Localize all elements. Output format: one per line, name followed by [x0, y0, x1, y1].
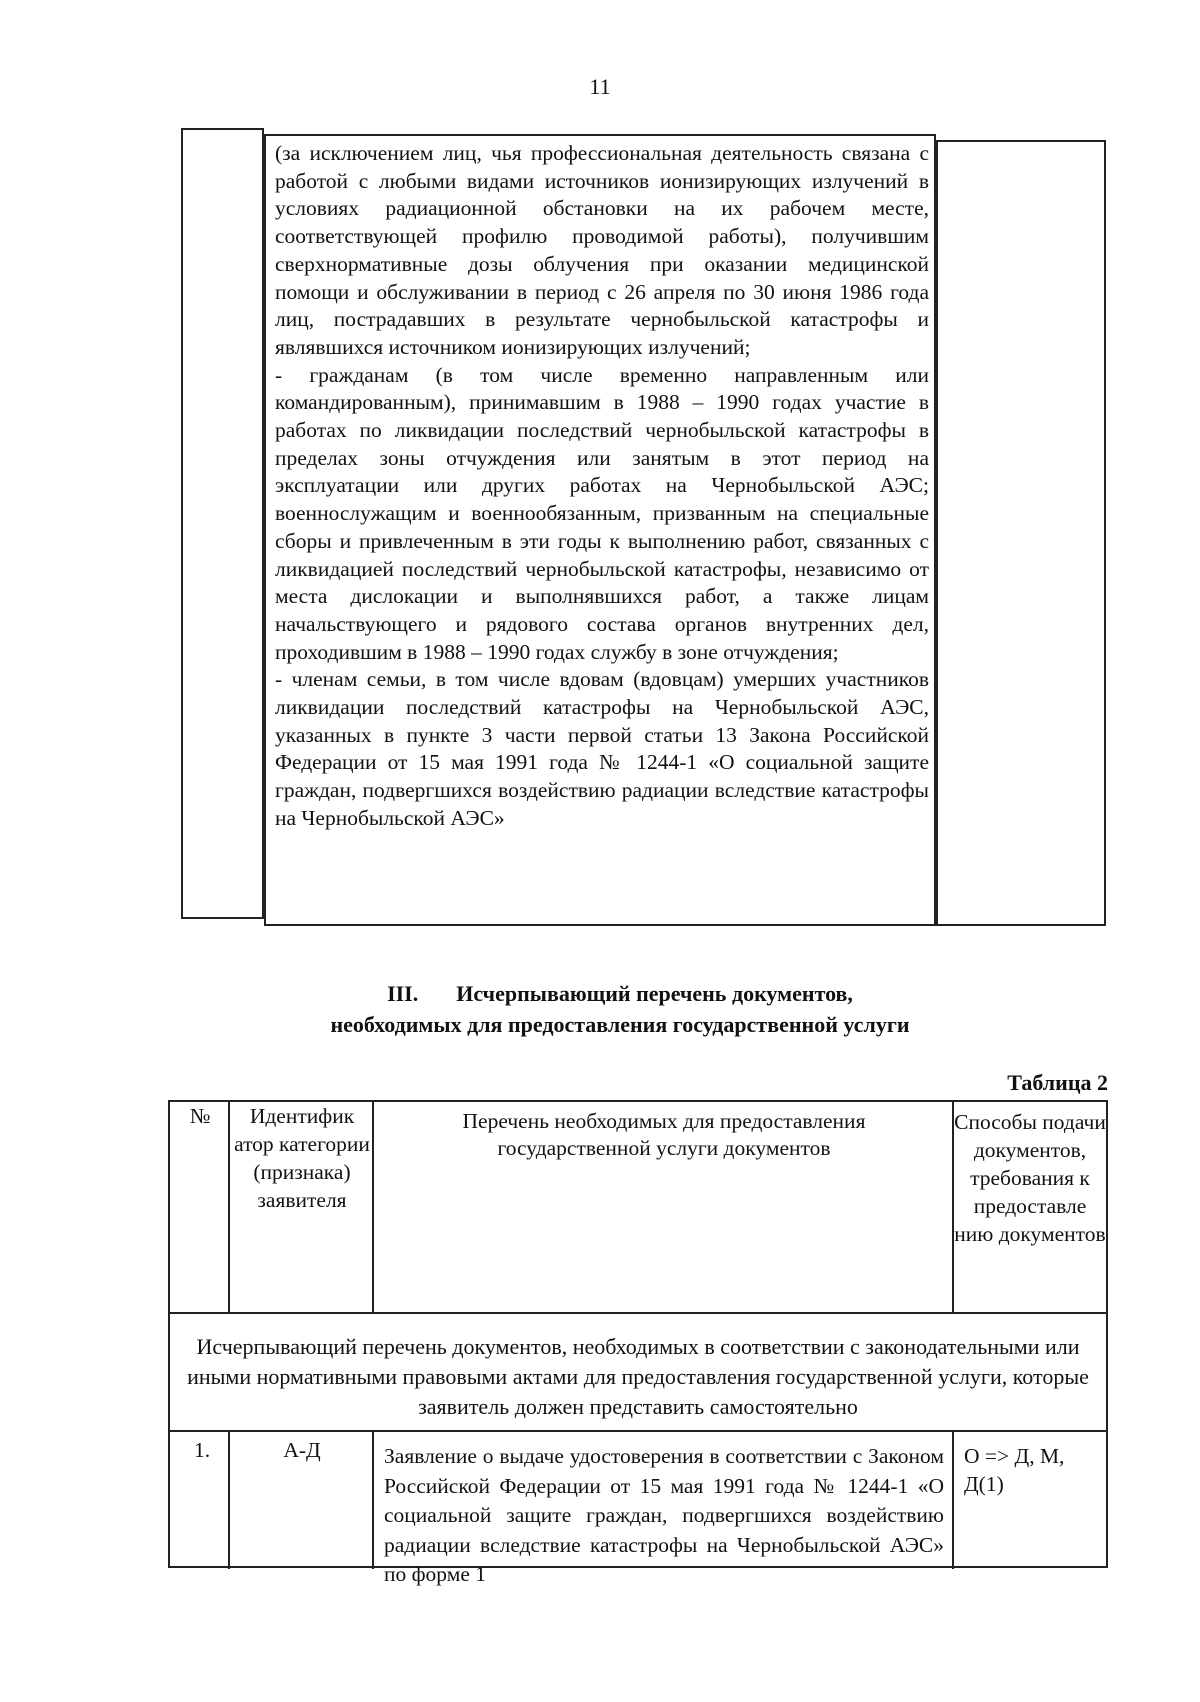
row-document: Заявление о выдаче удостоверения в соответствии с Законом Российской Федерации от 15 мая 1991 года № 1244-1 «О социальной защите граждан, подвергшихся воздействию радиации вследствие катастрофы на Чернобыльской АЭС» по форме 1 — [384, 1444, 944, 1587]
section-heading — [240, 978, 1000, 1040]
section-title-line1: Исчерпывающий перечень документов, — [456, 981, 853, 1006]
section-number: III. — [387, 981, 419, 1006]
table1-text-cell — [264, 134, 936, 926]
table1-paragraph: - гражданам (в том числе временно направленным или командированным), принимавшим в 1988 – 1990 годах участие в работах по ликвидации последствий чернобыльской катастрофы в пределах зоны отчуждения или занятым в этот период на эксплуатации или других работах на Чернобыльской АЭС; военнослужащим и военнообязанным, призванным на специальные сборы и привлеченным в эти годы к выполнению работ, связанных с ликвидацией последствий чернобыльской катастрофы, независимо от места дислокации и выполнявшихся работ, а также лицам начальствующего и рядового состава органов внутренних дел, проходившим в 1988 – 1990 годах службу в зоне отчуждения; — [275, 362, 929, 664]
table1-paragraph: - членам семьи, в том числе вдовам (вдовцам) умерших участников ликвидации последствий катастрофы на Чернобыльской АЭС, указанных в пункте 3 части первой статьи 13 Закона Российской Федерации от 15 мая 1991 года № 1244-1 «О социальной защите граждан, подвергшихся воздействию радиации вследствие катастрофы на Чернобыльской АЭС» — [275, 667, 929, 830]
row-ways: О => Д, М, Д(1) — [964, 1444, 1065, 1496]
header-number: № — [189, 1104, 211, 1128]
header-documents: Перечень необходимых для предоставления государственной услуги документов — [462, 1109, 866, 1160]
table1-text — [275, 140, 929, 833]
grid-line — [170, 1430, 1106, 1432]
page-number: 11 — [589, 74, 611, 99]
section-heading-line1 — [240, 978, 1000, 1009]
documents-table — [168, 1100, 1108, 1587]
section-title-line2: необходимых для предоставления государственной услуги — [330, 1012, 910, 1037]
table-caption: Таблица 2 — [1007, 1070, 1108, 1095]
header-ways: Способы подачи документов, требования к предоставле нию документов — [954, 1110, 1106, 1246]
table1-paragraph: (за исключением лиц, чья профессиональная деятельность связана с работой с любыми видами источников ионизирующих излучений в условиях радиационной обстановки на их рабочем месте, соответствующей профилю проводимой работы), получившим сверхнормативные дозы облучения при оказании медицинской помощи и обслуживании в период с 26 апреля по 30 июня 1986 года лиц, пострадавших в результате чернобыльской катастрофы и являвшихся источником ионизирующих излучений; — [275, 141, 929, 359]
row-identifier: А-Д — [283, 1438, 321, 1462]
table1-number-cell — [181, 128, 264, 919]
grid-line — [170, 1312, 1106, 1314]
header-identifier: Идентифик атор категории (признака) заявителя — [234, 1104, 370, 1212]
row-number: 1. — [194, 1438, 211, 1462]
table1-ways-cell — [936, 140, 1106, 926]
group-title-row: Исчерпывающий перечень документов, необходимых в соответствии с законодательными или иными нормативными правовыми актами для предоставления государственной услуги, которые заявитель должен представить самостоятельно — [187, 1334, 1089, 1419]
